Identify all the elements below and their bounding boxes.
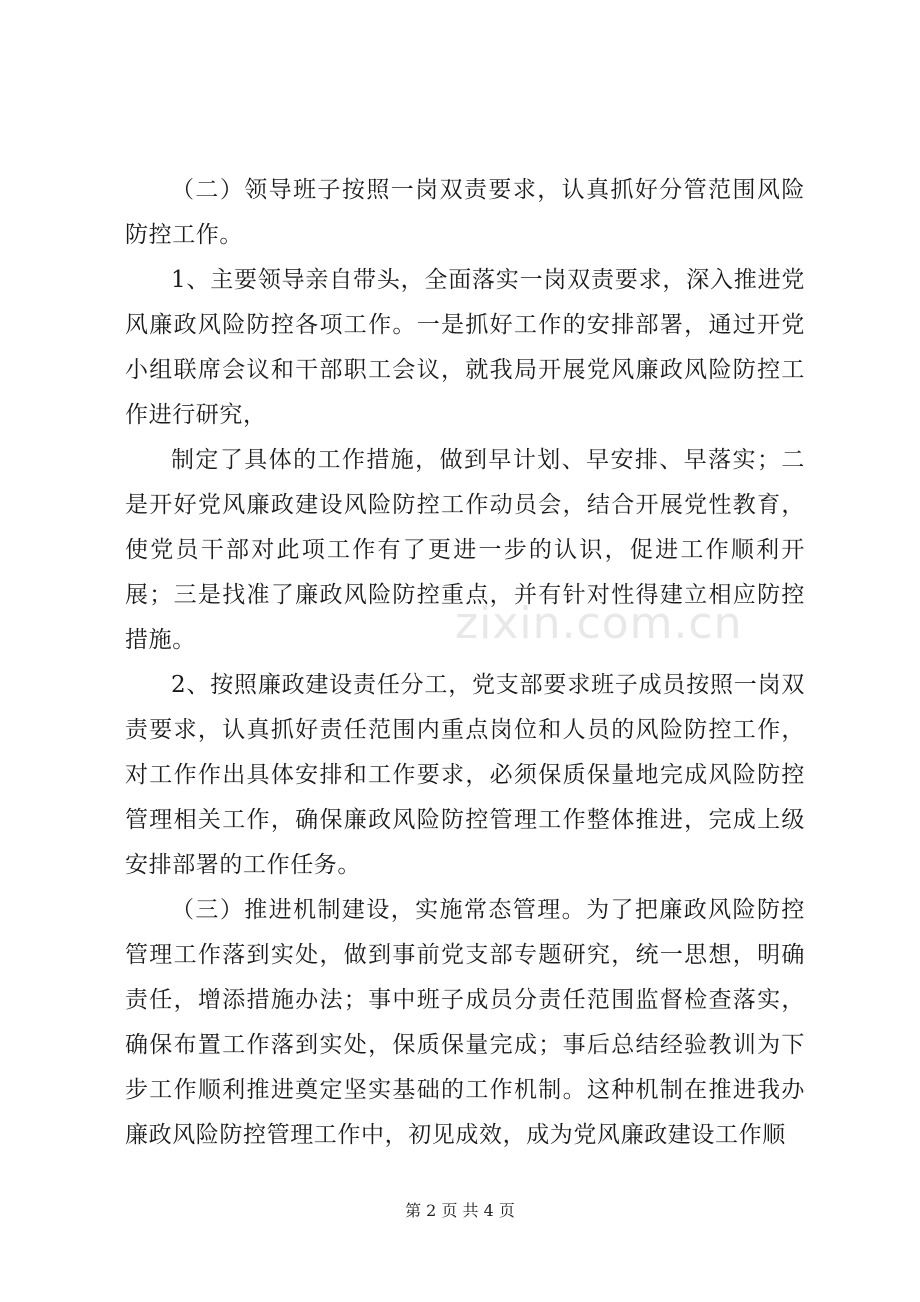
document-body	[125, 168, 805, 1158]
watermark: zixin.com.cn	[455, 598, 743, 649]
paragraph-3: 制定了具体的工作措施，做到早计划、早安排、早落实；二是开好党风廉政建设风险防控工作动员会，结合开展党性教育，使党员干部对此项工作有了更进一步的认识，促进工作顺利开展；三是找准了廉政风险防控重点，并有针对性得建立相应防控措施。	[125, 447, 805, 653]
paragraph-2: 1、主要领导亲自带头，全面落实一岗双责要求，深入推进党风廉政风险防控各项工作。一是抓好工作的安排部署，通过开党小组联席会议和干部职工会议，就我局开展党风廉政风险防控工作进行研究，	[125, 267, 805, 428]
paragraph-4: 2、按照廉政建设责任分工，党支部要求班子成员按照一岗双责要求，认真抓好责任范围内重点岗位和人员的风险防控工作，对工作作出具体安排和工作要求，必须保质保量地完成风险防控管理相关工作，确保廉政风险防控管理工作整体推进，完成上级安排部署的工作任务。	[125, 672, 805, 878]
page-footer: 第 2 页 共 4 页	[405, 1201, 515, 1220]
paragraph-5: （三）推进机制建设，实施常态管理。为了把廉政风险防控管理工作落到实处，做到事前党支部专题研究，统一思想，明确责任，增添措施办法；事中班子成员分责任范围监督检查落实，确保布置工作落到实处，保质保量完成；事后总结经验教训为下步工作顺利推进奠定坚实基础的工作机制。这种机制在推进我办廉政风险防控管理工作中，初见成效，成为党风廉政建设工作顺	[125, 897, 805, 1148]
paragraph-1: （二）领导班子按照一岗双责要求，认真抓好分管范围风险防控工作。	[125, 177, 805, 248]
